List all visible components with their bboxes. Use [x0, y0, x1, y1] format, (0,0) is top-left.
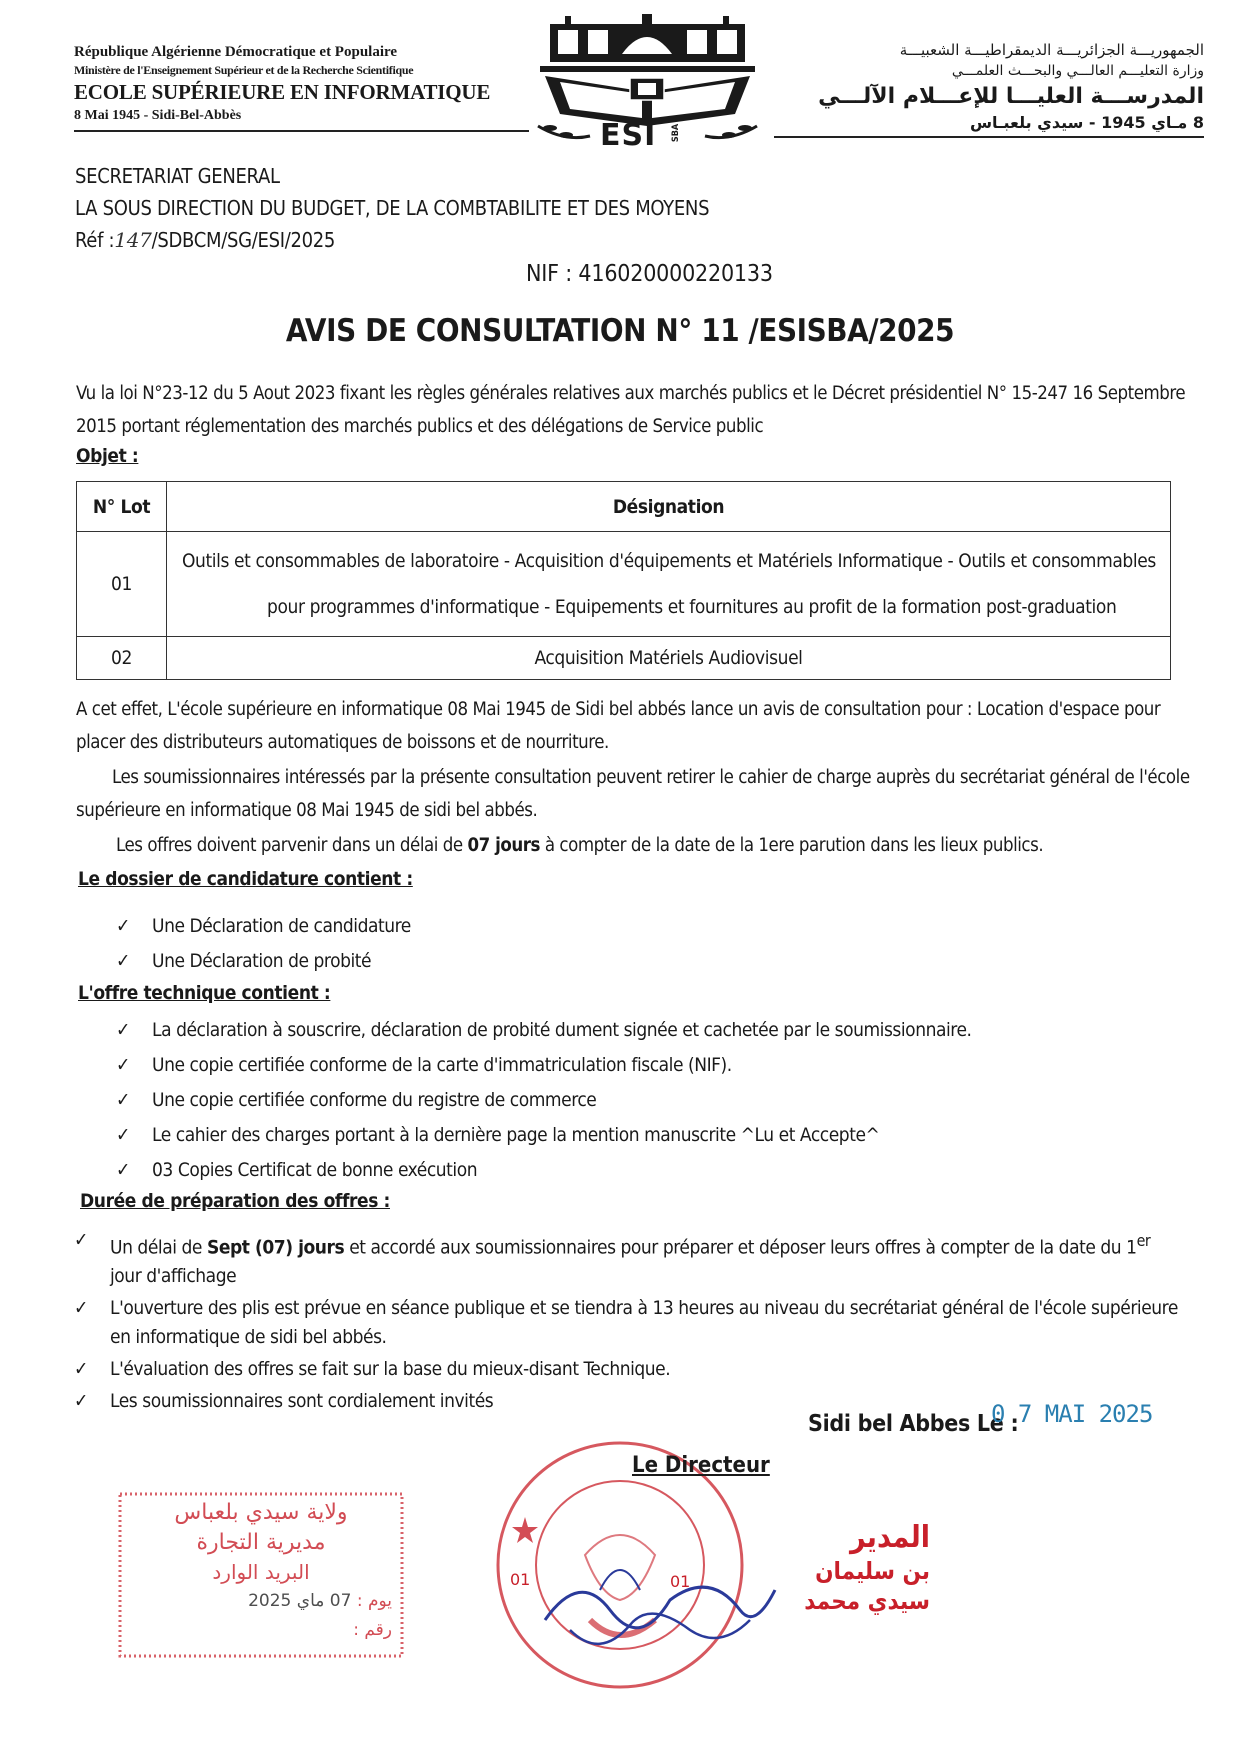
ref-suffix: /SDBCM/SG/ESI/2025	[151, 228, 336, 252]
table-row	[77, 532, 1171, 637]
body-paragraph-2: Les soumissionnaires intéressés par la présente consultation peuvent retirer le cahier de charge auprès du secrétariat général de l'école supérieure en informatique 08 Mai 1945 de sidi bel abbés.	[76, 767, 1190, 821]
list-item: ✓ Un délai de Sept (07) jours et accordé aux soumissionnaires pour préparer et déposer leurs offres à compter de la date du 1er jour d'affichage	[74, 1226, 1184, 1291]
offre-list	[116, 1013, 972, 1188]
col-lot-header: N° Lot	[77, 482, 167, 532]
intro-paragraph: Vu la loi N°23-12 du 5 Aout 2023 fixant les règles générales relatives aux marchés publics et le Décret présidentiel N° 15-247 16 Septembre 2015 portant réglementation des marchés publics et des délégations de Service public	[76, 383, 1186, 437]
list-item: ✓ L'évaluation des offres se fait sur la base du mieux-disant Technique.	[74, 1355, 1184, 1384]
stamp-wilaya: ولاية سيدي بلعباس	[174, 1500, 348, 1525]
school-location-ar: 8 مـاي 1945 - سيدي بلعبـاس	[969, 113, 1204, 132]
body-paragraph-3: Les offres doivent parvenir dans un délai de 07 jours à compter de la date de la 1ere parution dans les lieux publics.	[116, 835, 1044, 856]
reception-stamp	[116, 1490, 406, 1660]
list-item: ✓ Une Déclaration de probité	[116, 944, 411, 979]
check-icon: ✓	[116, 1054, 130, 1076]
stamp-number: رقم :	[353, 1620, 392, 1640]
list-item: ✓ L'ouverture des plis est prévue en séance publique et se tiendra à 13 heures au niveau du secrétariat général de l'école supérieure en informatique de sidi bel abbés.	[74, 1294, 1184, 1352]
duree-label: Durée de préparation des offres :	[80, 1190, 390, 1212]
list-item: ✓ 03 Copies Certificat de bonne exécution	[116, 1153, 972, 1188]
duree-days: Sept (07) jours	[206, 1236, 345, 1259]
dossier-label: Le dossier de candidature contient :	[78, 868, 413, 890]
deadline-days: 07 jours	[467, 835, 540, 856]
list-item: ✓ Une copie certifiée conforme de la carte d'immatriculation fiscale (NIF).	[116, 1048, 972, 1083]
check-icon: ✓	[74, 1358, 88, 1381]
offre-label: L'offre technique contient :	[78, 982, 331, 1004]
lot-designation: Outils et consommables de laboratoire - Acquisition d'équipements et Matériels Informatique - Outils et consommables pour programmes d'informatique - Equipements et fournitures au profit de la formation post-graduation	[167, 532, 1171, 637]
list-item: ✓ Une copie certifiée conforme du registre de commerce	[116, 1083, 972, 1118]
stamp-day: يوم : 07 ماي 2025	[248, 1591, 392, 1611]
logo-esi-text: ESI	[600, 118, 657, 153]
check-icon: ✓	[116, 915, 130, 937]
director-label: Le Directeur	[632, 1453, 770, 1478]
lot-number: 02	[77, 637, 167, 680]
list-item: ✓ La déclaration à souscrire, déclaration de probité dument signée et cachetée par le soumissionnaire.	[116, 1013, 972, 1048]
duree-list	[74, 1226, 1184, 1419]
seal-number: 01	[510, 1570, 531, 1589]
reference-number	[75, 224, 709, 256]
table-row	[77, 637, 1171, 680]
header-right	[764, 40, 1204, 138]
school-location: 8 Mai 1945 - Sidi-Bel-Abbès	[74, 108, 242, 123]
date-stamp: 0 7 MAI 2025	[991, 1400, 1153, 1428]
dept-sub-direction: LA SOUS DIRECTION DU BUDGET, DE LA COMBTABILITE ET DES MOYENS	[75, 196, 710, 220]
objet-label: Objet :	[76, 445, 139, 467]
header-right-rule	[774, 136, 1204, 138]
signatory-name: بن سليمان سيدي محمد	[804, 1557, 930, 1615]
check-icon: ✓	[116, 1124, 130, 1146]
lots-table	[76, 481, 1171, 680]
dossier-list	[116, 909, 411, 979]
table-header-row	[77, 482, 1171, 532]
school-name-ar: المدرســـة العليـــا للإعـــلام الآلـــي	[818, 84, 1204, 109]
check-icon: ✓	[74, 1229, 88, 1251]
nif-number: NIF : 416020000220133	[526, 261, 773, 287]
header-left	[74, 42, 529, 132]
list-item: ✓ Les soumissionnaires sont cordialement invités	[74, 1387, 1184, 1416]
reference-block	[75, 160, 709, 256]
lot-designation: Acquisition Matériels Audiovisuel	[167, 637, 1171, 680]
republic-name: République Algérienne Démocratique et Populaire	[74, 44, 398, 60]
check-icon: ✓	[116, 1159, 130, 1181]
handwritten-signature-icon	[540, 1530, 780, 1660]
col-designation-header: Désignation	[167, 482, 1171, 532]
signatory-title: المدير	[850, 1520, 930, 1555]
place-label: Sidi bel Abbes Le :	[808, 1411, 1019, 1437]
list-item: ✓ Une Déclaration de candidature	[116, 909, 411, 944]
stamp-direction: مديرية التجارة	[196, 1530, 326, 1555]
school-name: ECOLE SUPÉRIEURE EN INFORMATIQUE	[74, 80, 491, 104]
seal-number-right: 01	[670, 1572, 691, 1591]
list-item: ✓ Le cahier des charges portant à la dernière page la mention manuscrite ^Lu et Accepte^	[116, 1118, 972, 1153]
header-left-rule	[74, 130, 529, 132]
republic-name-ar: الجمهوريـــة الجزائريـــة الديمقراطيـــة الشعبيـــة	[899, 41, 1204, 59]
check-icon: ✓	[116, 950, 130, 972]
check-icon: ✓	[74, 1390, 88, 1413]
logo-sba-text: SBA	[671, 123, 682, 143]
stamp-mail: البريد الوارد	[212, 1560, 310, 1584]
document-title: AVIS DE CONSULTATION N° 11 /ESISBA/2025	[285, 313, 955, 349]
ref-handwritten-number: 147	[114, 228, 152, 252]
dept-secretariat: SECRETARIAT GENERAL	[75, 164, 280, 188]
check-icon: ✓	[74, 1297, 88, 1320]
lot-number: 01	[77, 532, 167, 637]
ministry-name-ar: وزارة التعليـــم العالـــي والبحـــث العلمـــي	[951, 63, 1204, 79]
check-icon: ✓	[116, 1089, 130, 1111]
body-paragraph-1: A cet effet, L'école supérieure en informatique 08 Mai 1945 de Sidi bel abbés lance un avis de consultation pour : Location d'espace pour placer des distributeurs automatiques de boissons et de nourriture.	[76, 699, 1161, 753]
ref-prefix: Réf :	[75, 228, 115, 252]
check-icon: ✓	[116, 1019, 130, 1041]
ministry-name: Ministère de l'Enseignement Supérieur et de la Recherche Scientifique	[74, 63, 414, 77]
signatory-block	[760, 1520, 930, 1616]
